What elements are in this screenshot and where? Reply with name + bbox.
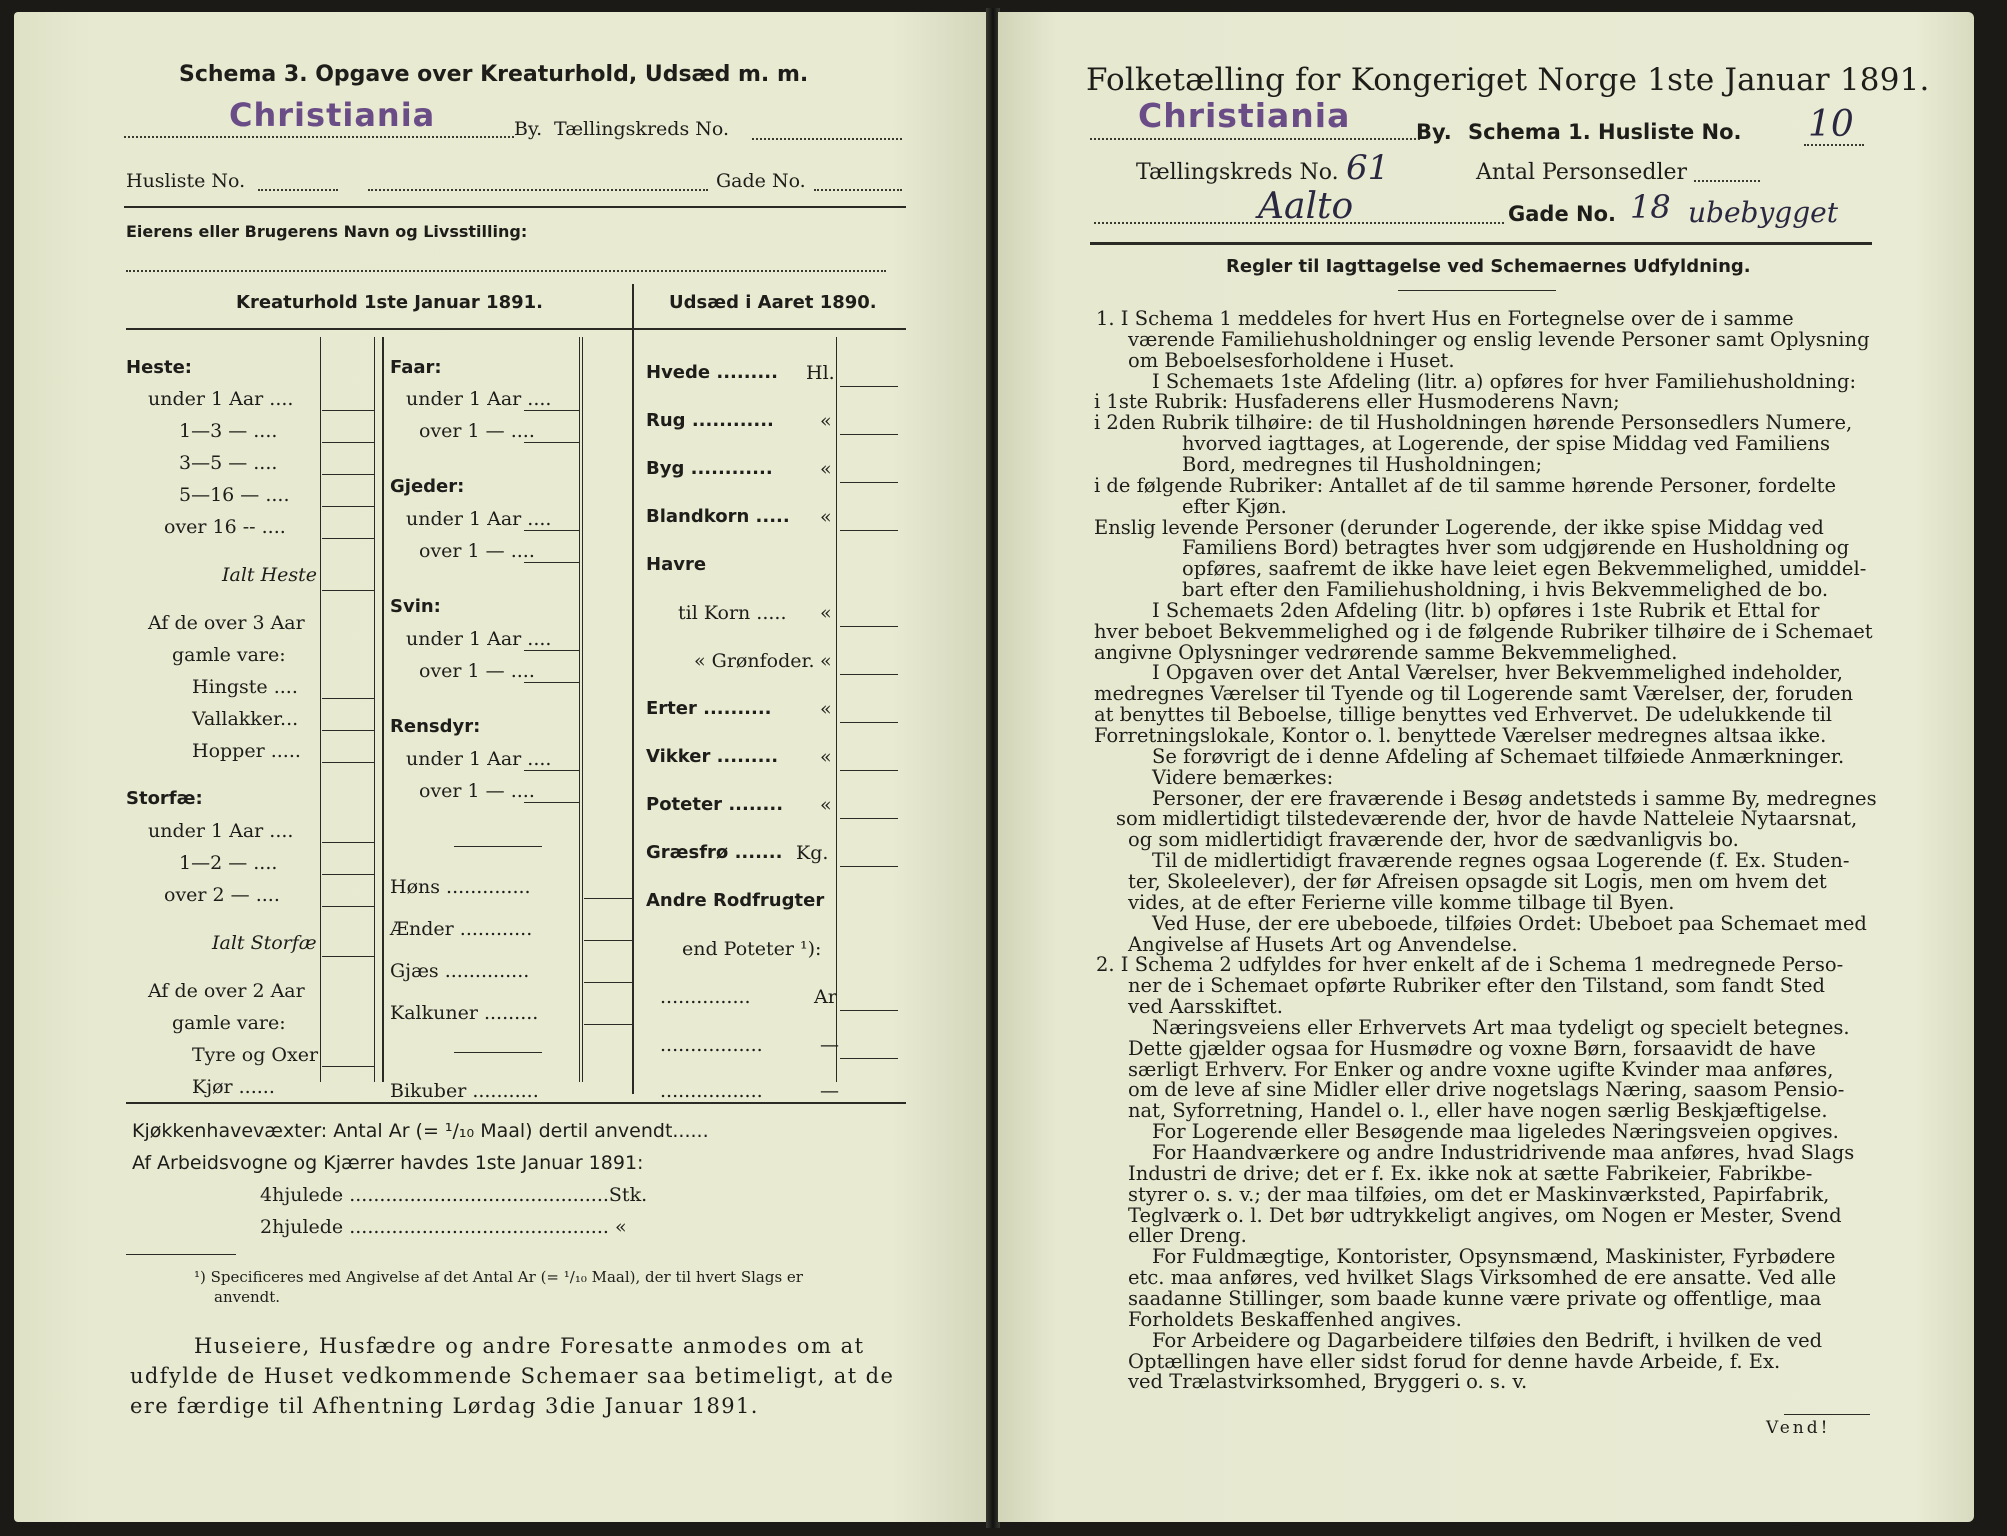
cell-line	[322, 730, 374, 731]
rules-line: saadanne Stillinger, som baade kunne være private og offentlige, maa	[1128, 1286, 1822, 1310]
cell-line	[322, 842, 374, 843]
rensdyr-row: over 1 — ....	[419, 780, 535, 802]
heste-sub-label: Af de over 3 Aar	[148, 612, 305, 634]
cell-line	[524, 530, 579, 531]
storfae-sub-label: Af de over 2 Aar	[148, 980, 305, 1002]
cell-line	[322, 538, 374, 539]
footnote-rule	[126, 1254, 236, 1255]
rules-line: Til de midlertidigt fraværende regnes ogsaa Logerende (f. Ex. Studen-	[1152, 849, 1850, 873]
gade-note: ubebygget	[1688, 196, 1838, 229]
ialt-heste: Ialt Heste	[222, 564, 318, 586]
faar-row: over 1 — ....	[419, 420, 535, 442]
rules-line: opføres, saafremt de ikke have leiet egen Bekvemmelighed, umiddel-	[1182, 557, 1867, 581]
left-page-title: Schema 3. Opgave over Kreaturhold, Udsæd m. m.	[179, 62, 809, 87]
hvede-label: Hvede .........	[646, 362, 778, 383]
schema-label: Schema 1. Husliste No.	[1468, 120, 1742, 144]
cell-line	[524, 802, 579, 803]
rule-top	[124, 206, 906, 208]
rules-line: 2. I Schema 2 udfyldes for hver enkelt af de i Schema 1 medregnede Perso-	[1096, 953, 1844, 977]
col-sep-1	[382, 337, 384, 1082]
col3-line	[836, 337, 837, 1082]
byg-label: Byg ............	[646, 458, 773, 479]
cell-line	[322, 906, 374, 907]
gade-no: 18	[1630, 188, 1671, 226]
rodfrugter-row: .................	[660, 1080, 763, 1102]
rules-line: og som midlertidigt fraværende der, hvor de sædvanligvis bo.	[1128, 828, 1739, 852]
vikker-unit: «	[820, 746, 832, 768]
gade-label: Gade No.	[716, 170, 806, 192]
cell-line	[524, 682, 579, 683]
taellingskreds-label: Tællingskreds No.	[554, 118, 729, 140]
rules-line: i de følgende Rubriker: Antallet af de til samme hørende Personer, fordelte	[1094, 473, 1837, 497]
rules-title-rule	[1398, 290, 1556, 291]
rules-line: Personer, der ere fraværende i Besøg andetsteds i samme By, medregnes	[1152, 786, 1877, 810]
cell-line	[524, 442, 579, 443]
havre-korn-unit: «	[820, 602, 832, 624]
rules-line: For Fuldmægtige, Kontorister, Opsynsmænd, Maskinister, Fyrbødere	[1152, 1245, 1836, 1269]
antal-line	[1694, 180, 1760, 182]
rules-line: I Schemaets 2den Afdeling (litr. b) opføres i 1ste Rubrik et Ettal for	[1152, 598, 1820, 622]
storfae-row: under 1 Aar ....	[148, 820, 294, 842]
col1-line-b	[374, 337, 375, 1082]
cell-line	[322, 698, 374, 699]
cell-line	[840, 386, 898, 387]
rules-line: Teglværk o. l. Det bør udtrykkeligt angives, om Nogen er Mester, Svend	[1128, 1203, 1842, 1227]
faar-row: under 1 Aar ....	[406, 388, 552, 410]
footnote-cont: anvendt.	[214, 1288, 281, 1306]
faar-label: Faar:	[390, 357, 442, 378]
cell-line	[322, 442, 374, 443]
svin-row: under 1 Aar ....	[406, 628, 552, 650]
rules-line: som midlertidigt tilstedeværende der, hvor de havde Natteleie Nytaarsnat,	[1116, 807, 1858, 831]
rodfrugter-row: .................	[660, 1034, 763, 1056]
vikker-label: Vikker .........	[646, 746, 779, 767]
rules-line: værende Familiehusholdninger og enslig levende Personer samt Oplysning	[1128, 327, 1870, 351]
notice-line-2: udfylde de Huset vedkommende Schemaer saa betimeligt, at de	[130, 1364, 895, 1388]
rules-line: særligt Erhverv. For Enker og andre voxne ugifte Kvinder maa anføres,	[1128, 1057, 1834, 1081]
taellingskreds-no: 61	[1346, 148, 1390, 188]
cell-line	[322, 506, 374, 507]
havre-korn: til Korn .....	[678, 602, 787, 624]
short-rule	[454, 846, 542, 847]
cell-line	[840, 866, 898, 867]
taellingskreds-line	[752, 138, 902, 140]
cell-line	[524, 562, 579, 563]
cell-line	[322, 762, 374, 763]
gjeder-row: under 1 Aar ....	[406, 508, 552, 530]
ialt-storfae: Ialt Storfæ	[212, 932, 317, 954]
poteter-unit: «	[820, 794, 832, 816]
eier-line	[126, 270, 886, 272]
byg-unit: «	[820, 458, 832, 480]
rules-line: Forretningslokale, Kontor o. l. benyttede Værelser medregnes altsaa ikke.	[1094, 724, 1827, 747]
storfae-sub-label: gamle vare:	[172, 1012, 286, 1034]
rules-line: Forholdets Beskaffenhed angives.	[1128, 1307, 1462, 1331]
rodfrugter-unit: Ar	[814, 986, 837, 1008]
rodfrugter-label: Andre Rodfrugter	[646, 890, 825, 911]
gjeder-row: over 1 — ....	[419, 540, 535, 562]
cell-line	[840, 1058, 898, 1059]
rodfrugter-row: ...............	[660, 986, 751, 1008]
poteter-label: Poteter ........	[646, 794, 784, 815]
city-stamp: Christiania	[1138, 96, 1351, 135]
svin-label: Svin:	[390, 596, 441, 617]
graesfro-label: Græsfrø .......	[646, 842, 783, 863]
fjaerkre-row: Gjæs ..............	[390, 960, 530, 982]
rules-line: ter, Skoleelever), der før Afreisen opsagde sit Logis, men om hvem det	[1128, 869, 1827, 893]
rules-line: hvorved iagttages, at Logerende, der spise Middag ved Familiens	[1182, 432, 1831, 456]
notice-line-3: ere færdige til Afhentning Lørdag 3die Januar 1891.	[130, 1394, 759, 1418]
gade-label: Gade No.	[1508, 202, 1616, 226]
heste-sub-label: gamle vare:	[172, 644, 286, 666]
rug-unit: «	[820, 410, 832, 432]
vend-label: Vend!	[1766, 1418, 1831, 1438]
rules-line: styrer o. s. v.; der maa tilføies, om det er Maskinværksted, Papirfabrik,	[1128, 1182, 1830, 1206]
heste-row: 5—16 — ....	[179, 484, 290, 506]
cell-line	[322, 410, 374, 411]
city-line	[1090, 138, 1420, 140]
arbeidsvogne-line: Af Arbeidsvogne og Kjærrer havdes 1ste Januar 1891:	[132, 1152, 644, 1174]
fjaerkre-row: Høns ..............	[390, 876, 531, 898]
antal-label: Antal Personsedler	[1476, 160, 1688, 185]
storfae-row: Kjør ......	[192, 1076, 275, 1098]
rules-line: Videre bemærkes:	[1152, 765, 1334, 789]
heste-row: under 1 Aar ....	[148, 388, 294, 410]
col2-line-a	[579, 337, 580, 1082]
heste-label: Heste:	[126, 357, 192, 378]
erter-unit: «	[820, 698, 832, 720]
rules-line: Optællingen have eller sidst forud for denne havde Arbeide, f. Ex.	[1128, 1349, 1781, 1373]
erter-label: Erter ..........	[646, 698, 772, 719]
short-rule	[454, 1052, 542, 1053]
graesfro-unit: Kg.	[796, 842, 829, 864]
left-page	[14, 12, 988, 1522]
gjeder-label: Gjeder:	[390, 476, 465, 497]
rodfrugter-unit: —	[820, 1034, 839, 1056]
col1-line-a	[320, 337, 321, 1082]
rules-line: hver beboet Bekvemmelighed og i de følgende Rubriker tilhøire de i Schemaet	[1094, 619, 1873, 643]
kjokkenhave-line: Kjøkkenhavevæxter: Antal Ar (= ¹/₁₀ Maal) dertil anvendt......	[132, 1120, 709, 1142]
header-rule	[1090, 242, 1872, 245]
hvede-unit: Hl.	[806, 362, 835, 384]
vend-rule	[1784, 1414, 1870, 1415]
cell-line	[840, 626, 898, 627]
rules-line: Se forøvrigt de i denne Afdeling af Schemaet tilføiede Anmærkninger.	[1152, 744, 1845, 768]
udsaed-header: Udsæd i Aaret 1890.	[669, 292, 877, 313]
kreaturhold-header: Kreaturhold 1ste Januar 1891.	[236, 292, 543, 313]
bikuber-row: Bikuber ...........	[390, 1080, 539, 1102]
cell-line	[524, 770, 579, 771]
rug-label: Rug ............	[646, 410, 774, 431]
husliste-no: 10	[1808, 104, 1854, 145]
rules-line: om de leve af sine Midler eller drive nogetslags Næring, saasom Pensio-	[1128, 1078, 1845, 1102]
gade-no-line	[814, 189, 902, 191]
heste-row: 3—5 — ....	[179, 452, 278, 474]
storfae-label: Storfæ:	[126, 788, 203, 809]
rules-line: i 1ste Rubrik: Husfaderens eller Husmoderens Navn;	[1094, 390, 1620, 414]
heste-row: Vallakker...	[192, 708, 299, 730]
heste-row: Hingste ....	[192, 676, 298, 698]
rodfrugter-sub: end Poteter ¹):	[682, 938, 822, 960]
col2-line-b	[582, 337, 583, 1082]
cell-line	[584, 1024, 632, 1025]
cell-line	[840, 770, 898, 771]
main-divider	[632, 284, 634, 1094]
footnote: ¹) Specificeres med Angivelse af det Antal Ar (= ¹/₁₀ Maal), der til hvert Slags er	[194, 1268, 803, 1286]
eier-label: Eierens eller Brugerens Navn og Livsstilling:	[126, 222, 528, 241]
rules-line: Industri de drive; det er f. Ex. ikke nok at sætte Fabrikeier, Fabrikbe-	[1128, 1161, 1813, 1185]
rules-line: angivne Oplysninger vedrørende samme Bekvemmelighed.	[1094, 640, 1678, 664]
cell-line	[840, 674, 898, 675]
rules-line: eller Dreng.	[1128, 1224, 1247, 1248]
cell-line	[840, 722, 898, 723]
rules-line: ner de i Schemaet opførte Rubriker efter den Tilstand, som fandt Sted	[1128, 974, 1825, 998]
fjaerkre-row: Ænder ............	[390, 918, 533, 940]
cell-line	[322, 474, 374, 475]
havre-gronfoder-unit: «	[820, 650, 832, 672]
rules-line: Angivelse af Husets Art og Anvendelse.	[1128, 932, 1518, 956]
cell-line	[840, 1010, 898, 1011]
cell-line	[524, 410, 579, 411]
blandkorn-label: Blandkorn .....	[646, 506, 790, 527]
cell-line	[322, 956, 374, 957]
rules-line: etc. maa anføres, ved hvilket Slags Virksomhed de ere ansatte. Ved alle	[1128, 1266, 1837, 1290]
heste-row: over 16 -- ....	[164, 516, 286, 538]
city-stamp: Christiania	[229, 96, 436, 134]
cell-line	[524, 650, 579, 651]
rules-line: medregnes Værelser til Tyende og til Logerende samt Værelser, der, foruden	[1094, 682, 1854, 706]
rules-line: For Haandværkere og andre Industridrivende maa anføres, hvad Slags	[1152, 1141, 1855, 1164]
cell-line	[322, 590, 374, 591]
blandkorn-unit: «	[820, 506, 832, 528]
storfae-row: Tyre og Oxer	[192, 1044, 319, 1066]
havre-label: Havre	[646, 554, 707, 575]
cell-line	[584, 940, 632, 941]
right-page	[998, 12, 1974, 1522]
rules-line: For Arbeidere og Dagarbeidere tilføies den Bedrift, i hvilken de ved	[1152, 1328, 1823, 1352]
rules-line: Næringsveiens eller Erhvervets Art maa tydeligt og specielt betegnes.	[1152, 1015, 1850, 1039]
rules-line: bart efter den Familiehusholdning, i hvis Bekvemmelighed de bo.	[1182, 578, 1829, 602]
storfae-row: over 2 — ....	[164, 884, 280, 906]
heste-row: Hopper .....	[192, 740, 301, 762]
tohjulede-row: 2hjulede ........................................... «	[260, 1216, 627, 1238]
cell-line	[584, 982, 632, 983]
rules-line: Ved Huse, der ere ubeboede, tilføies Ordet: Ubeboet paa Schemaet med	[1152, 911, 1867, 935]
havre-gronfoder: « Grønfoder.	[694, 650, 815, 672]
header-rule	[126, 328, 906, 330]
city-line	[124, 136, 514, 138]
rensdyr-row: under 1 Aar ....	[406, 748, 552, 770]
husliste-no-line	[1804, 144, 1864, 146]
fjaerkre-row: Kalkuner .........	[390, 1002, 539, 1024]
rodfrugter-unit: —	[820, 1080, 839, 1102]
storfae-row: 1—2 — ....	[179, 852, 278, 874]
rules-line: Dette gjælder ogsaa for Husmødre og voxne Børn, forsaavidt de have	[1128, 1036, 1816, 1060]
right-page-title: Folketælling for Kongeriget Norge 1ste Januar 1891.	[1086, 62, 1930, 98]
table-bottom-rule	[126, 1102, 906, 1104]
rules-line: Bord, medregnes til Husholdningen;	[1182, 452, 1543, 476]
rules-line: i 2den Rubrik tilhøire: de til Husholdningen hørende Personsedlers Numere,	[1094, 411, 1853, 435]
husliste-label: Husliste No.	[126, 170, 246, 192]
rules-line: at benyttes til Beboelse, tillige benyttes ved Erhvervet. De udelukkende til	[1094, 703, 1833, 727]
cell-line	[840, 818, 898, 819]
rules-line: om Beboelsesforholdene i Huset.	[1128, 348, 1455, 372]
rules-line: ved Aarsskiftet.	[1128, 995, 1283, 1019]
heste-row: 1—3 — ....	[179, 420, 278, 442]
cell-line	[322, 1066, 374, 1067]
rules-line: I Opgaven over det Antal Værelser, hver Bekvemmelighed indeholder,	[1152, 661, 1843, 685]
rules-line: nat, Syforretning, Handel o. l., eller have nogen særlig Beskjæftigelse.	[1128, 1099, 1828, 1123]
by-label: By.	[514, 118, 543, 140]
husliste-line	[258, 189, 338, 191]
gade-line	[368, 189, 708, 191]
rules-line: Familiens Bord) betragtes hver som udgjørende en Husholdning og	[1182, 536, 1850, 560]
cell-line	[322, 874, 374, 875]
rules-line: efter Kjøn.	[1182, 494, 1287, 518]
rensdyr-label: Rensdyr:	[390, 716, 481, 737]
taellingskreds-label: Tællingskreds No.	[1136, 160, 1339, 185]
firehjulede-row: 4hjulede ...........................................Stk.	[260, 1184, 648, 1206]
rules-title: Regler til Iagttagelse ved Schemaernes Udfyldning.	[1226, 256, 1751, 277]
street-name: Aalto	[1258, 186, 1354, 227]
rules-line: vides, at de efter Ferierne ville komme tilbage til Byen.	[1128, 890, 1675, 914]
rules-line: I Schemaets 1ste Afdeling (litr. a) opføres for hver Familiehusholdning:	[1152, 369, 1857, 393]
cell-line	[840, 434, 898, 435]
svin-row: over 1 — ....	[419, 660, 535, 682]
rules-line: 1. I Schema 1 meddeles for hvert Hus en Fortegnelse over de i samme	[1096, 307, 1794, 330]
notice-line-1: Huseiere, Husfædre og andre Foresatte anmodes om at	[194, 1334, 865, 1358]
cell-line	[840, 530, 898, 531]
rules-line: Enslig levende Personer (derunder Logerende, der ikke spise Middag ved	[1094, 515, 1824, 539]
cell-line	[584, 898, 632, 899]
by-label: By.	[1416, 120, 1452, 144]
rules-line: For Logerende eller Besøgende maa ligeledes Næringsveien opgives.	[1152, 1120, 1839, 1144]
rules-line: ved Trælastvirksomhed, Bryggeri o. s. v.	[1128, 1370, 1528, 1394]
cell-line	[840, 482, 898, 483]
